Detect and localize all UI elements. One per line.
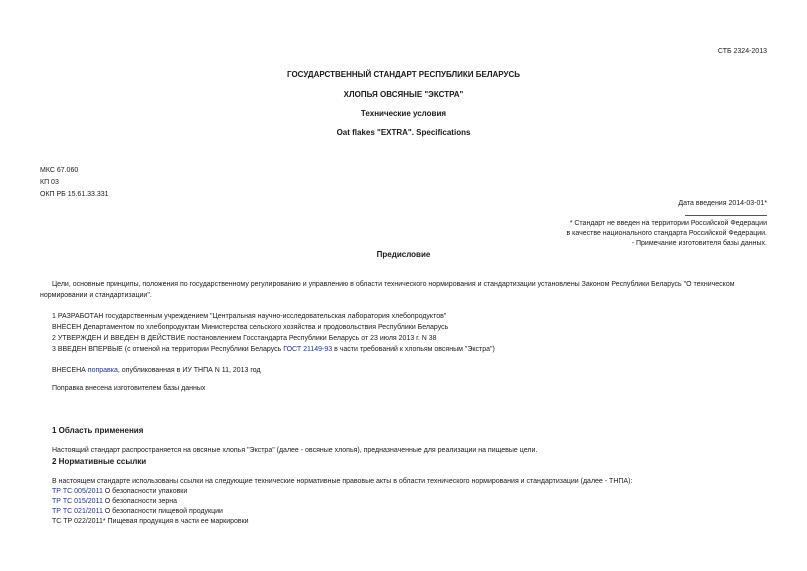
reference-item bbox=[52, 517, 249, 526]
foreword-paragraph-line-2: нормировании и стандартизации". bbox=[40, 292, 152, 299]
introduction-date: Дата введения 2014-03-01* bbox=[678, 200, 767, 207]
section-1-text: Настоящий стандарт распространяется на овсяные хлопья "Экстра" (далее - овсяные хлопья), предназначенные для реализации на пищевые цели. bbox=[52, 447, 538, 454]
reference-title: Пищевая продукция в части ее маркировки bbox=[105, 518, 249, 525]
foreword-item-introduced bbox=[52, 345, 495, 354]
amendment-note: Поправка внесена изготовителем базы данных bbox=[52, 385, 206, 392]
reference-link[interactable]: ТР ТС 005/2011 bbox=[52, 488, 103, 495]
section-2-heading: 2 Нормативные ссылки bbox=[52, 457, 147, 466]
footnote-line-1: * Стандарт не введен на территории Российской Федерации bbox=[569, 220, 767, 227]
item3-suffix: в части требований к хлопьям овсяным "Экстра") bbox=[332, 346, 495, 353]
classifier-mks: МКС 67.060 bbox=[40, 167, 79, 174]
reference-item bbox=[52, 487, 187, 496]
reference-link[interactable]: ТР ТС 021/2011 bbox=[52, 508, 103, 515]
foreword-paragraph-line-1: Цели, основные принципы, положения по государственному регулированию и управлению в области технического нормирования и стандартизации установлены Законом Республики Беларусь "О техническом bbox=[52, 281, 735, 288]
document-title-english: Oat flakes "EXTRA". Specifications bbox=[336, 128, 471, 137]
reference-title: О безопасности зерна bbox=[102, 498, 178, 505]
classifier-kp: КП 03 bbox=[40, 179, 59, 186]
amendment-suffix: , опубликованная в ИУ ТНПА N 11, 2013 год bbox=[117, 367, 261, 374]
reference-link[interactable]: ТР ТС 015/2011 bbox=[52, 498, 103, 505]
amendment-prefix: ВНЕСЕНА bbox=[52, 367, 88, 374]
classifier-okp: ОКП РБ 15.61.33.331 bbox=[40, 191, 109, 198]
footnote-line-2: в качестве национального стандарта Российской Федерации. bbox=[566, 230, 767, 237]
reference-item bbox=[52, 507, 223, 516]
reference-title: О безопасности пищевой продукции bbox=[102, 508, 223, 515]
reference-title: О безопасности упаковки bbox=[102, 488, 188, 495]
foreword-item-approved: 2 УТВЕРЖДЕН И ВВЕДЕН В ДЕЙСТВИЕ постановлением Госстандарта Республики Беларусь от 23 июля 2013 г. N 38 bbox=[52, 335, 437, 342]
document-subtitle: Технические условия bbox=[360, 109, 447, 118]
document-title-line-1: ГОСУДАРСТВЕННЫЙ СТАНДАРТ РЕСПУБЛИКИ БЕЛАРУСЬ bbox=[287, 70, 520, 79]
footnote-divider bbox=[685, 215, 767, 216]
gost-21149-93-link[interactable]: ГОСТ 21149-93 bbox=[283, 346, 333, 353]
document-code: СТБ 2324-2013 bbox=[717, 48, 767, 55]
item3-prefix: 3 ВВЕДЕН ВПЕРВЫЕ (с отменой на территории Республики Беларусь bbox=[52, 346, 284, 353]
section-1-heading: 1 Область применения bbox=[52, 426, 144, 435]
document-title-line-2: ХЛОПЬЯ ОВСЯНЫЕ "ЭКСТРА" bbox=[343, 90, 464, 99]
amendment-link[interactable]: поправка bbox=[87, 367, 118, 374]
reference-code: ТС ТР 022/2011* bbox=[52, 518, 106, 525]
section-2-intro: В настоящем стандарте использованы ссылки на следующие технические нормативные правовые акты в области технического нормирования и стандартизации (далее - ТНПА): bbox=[52, 478, 633, 485]
foreword-item-submitted: ВНЕСЕН Департаментом по хлебопродуктам Министерства сельского хозяйства и продовольствия Республики Беларусь bbox=[52, 324, 449, 331]
foreword-item-developed: 1 РАЗРАБОТАН государственным учреждением "Центральная научно-исследовательская лаборатория хлебопродуктов" bbox=[52, 313, 447, 320]
amendment-line bbox=[52, 366, 261, 375]
footnote-line-3: - Примечание изготовителя базы данных. bbox=[631, 240, 767, 247]
reference-item bbox=[52, 497, 177, 506]
foreword-heading: Предисловие bbox=[376, 250, 431, 259]
